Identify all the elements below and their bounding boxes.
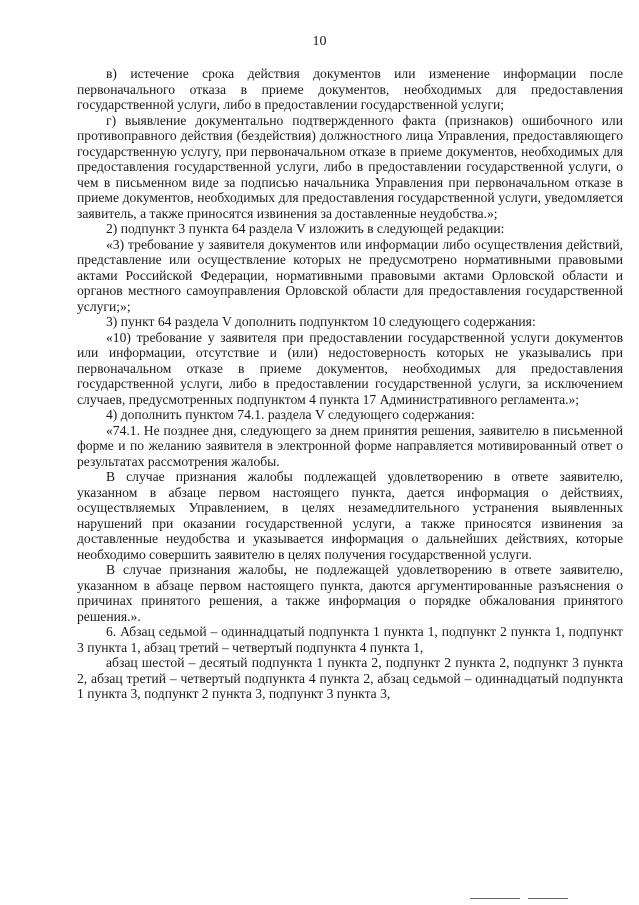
paragraph: 6. Абзац седьмой – одиннадцатый подпункта 1 пункта 1, подпункт 2 пункта 1, подпункт 3 пункта 1, абзац третий – четвертый подпункта 4 пункта 1, [77,624,623,655]
paragraph: 2) подпункт 3 пункта 64 раздела V изложить в следующей редакции: [106,221,505,236]
footer-rules [0,898,639,900]
page-number: 10 [312,34,327,49]
paragraph: «74.1. Не позднее дня, следующего за днем принятия решения, заявителю в письменной форме и по желанию заявителя в электронной форме направляется мотивированный ответ о результатах рассмотрения жалобы. [77,422,623,469]
paragraph: абзац шестой – десятый подпункта 1 пункта 2, подпункт 2 пункта 2, подпункт 3 пункта 2, абзац третий – четвертый подпункта 4 пункта 2, абзац седьмой – одиннадцатый подпункта 1 пункта 3, подпункт 2 пункта 3, подпункт 3 пункта 3, [77,655,623,701]
footer-rule [528,898,568,899]
footer-rule [470,898,520,899]
paragraph: 3) пункт 64 раздела V дополнить подпунктом 10 следующего содержания: [106,314,536,329]
paragraph: В случае признания жалобы подлежащей удовлетворению в ответе заявителю, указанном в абзаце первом настоящего пункта, дается информация о действиях, осуществляемых Управлением, в целях незамедлительного устранения выявленных нарушений при оказании государственной услуги, а также приносятся извинения за доставленные неудобства и указывается информация о дальнейших действиях, которые необходимо совершить заявителю в целях получения государственной услуги. [77,469,623,562]
document-body [77,66,623,702]
paragraph: «3) требование у заявителя документов или информации либо осуществления действий, представление или осуществление которых не предусмотрено нормативными правовыми актами Российской Федерации, нормативными правовыми актами Орловской области и органов местного самоуправления Орловской области для предоставления государственной услуги;»; [77,236,623,314]
paragraph: «10) требование у заявителя при предоставлении государственной услуги документов или информации, отсутствие и (или) недостоверность которых не указывались при первоначальном отказе в приеме документов, необходимых для предоставления государственной услуги, либо в предоставлении государственной услуги, за исключением случаев, предусмотренных подпунктом 4 пункта 17 Административного регламента.»; [77,329,623,407]
paragraph: 4) дополнить пунктом 74.1. раздела V следующего содержания: [106,407,475,422]
paragraph: г) выявление документально подтвержденного факта (признаков) ошибочного или противоправного действия (бездействия) должностного лица Управления, предоставляющего государственную услугу, при первоначальном отказе в приеме документов, необходимых для предоставления государственной услуги, либо в предоставлении государственной услуги, о чем в письменном виде за подписью начальника Управления при первоначальном отказе в приеме документов, необходимых для предоставления государственной услуги, уведомляется заявитель, а также приносятся извинения за доставленные неудобства.»; [77,112,623,221]
paragraph: В случае признания жалобы, не подлежащей удовлетворению в ответе заявителю, указанном в абзаце первом настоящего пункта, даются аргументированные разъяснения о причинах принятого решения, а также информация о порядке обжалования принятого решения.». [77,562,623,624]
paragraph: в) истечение срока действия документов или изменение информации после первоначального отказа в приеме документов, необходимых для предоставления государственной услуги, либо в предоставлении государственной услуги; [77,66,623,112]
